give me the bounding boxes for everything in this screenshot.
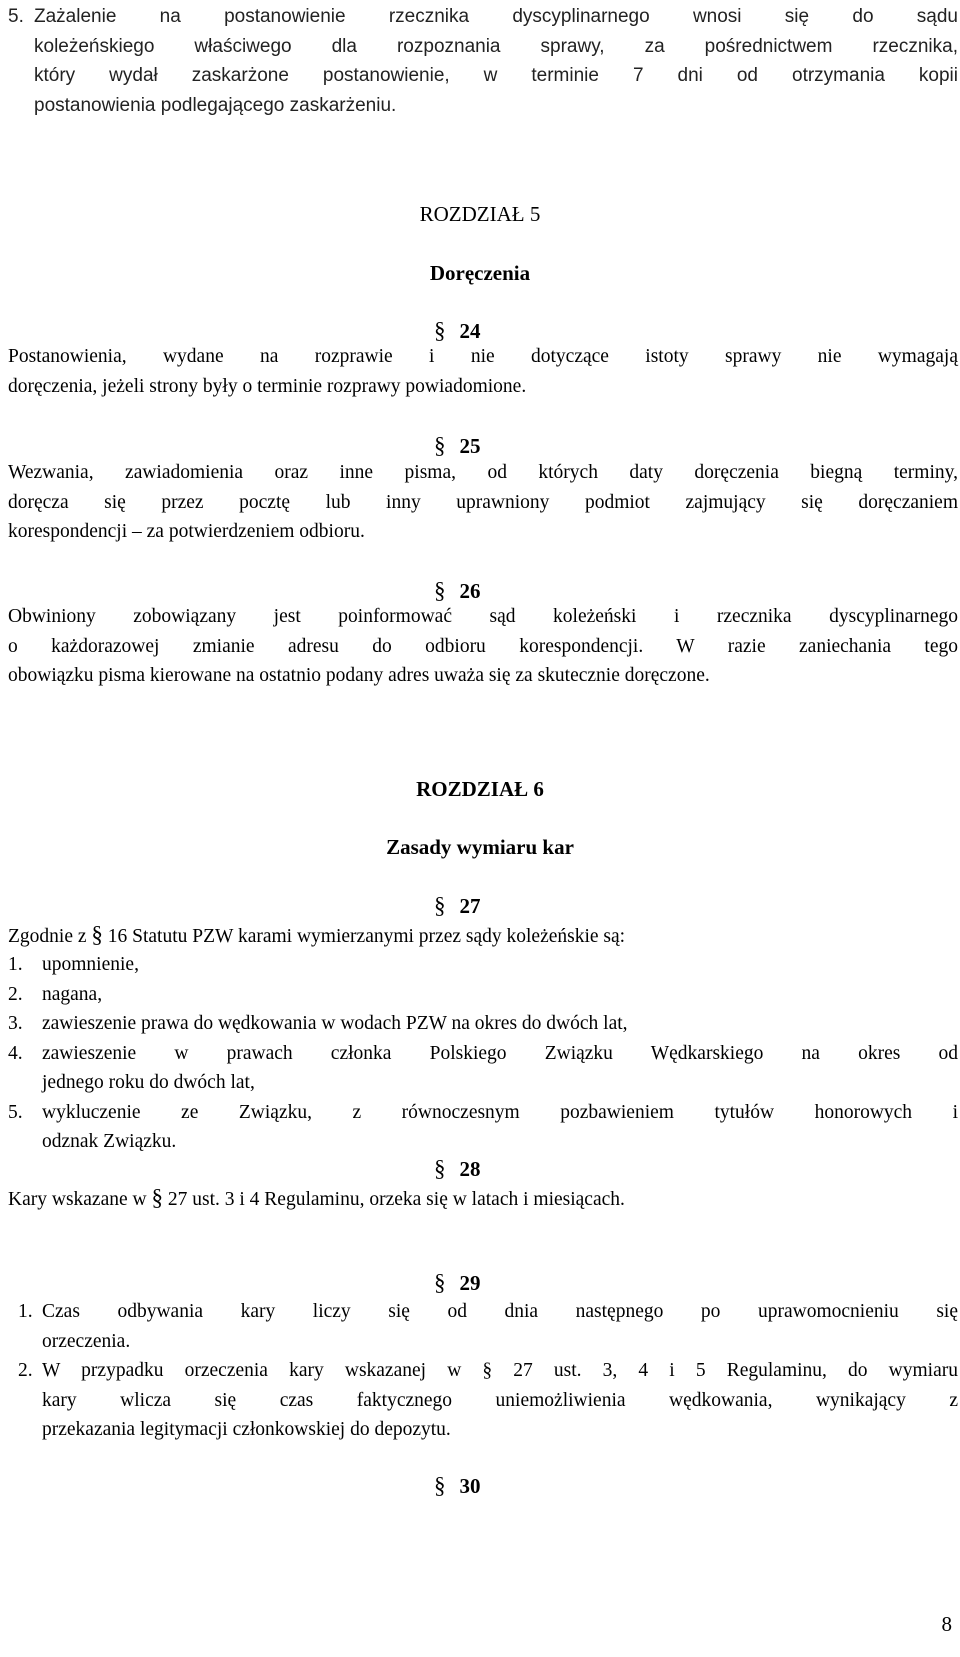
chapter-6-title: Zasady wymiaru kar [386,835,574,859]
section-sign-icon: § [434,578,446,603]
list-item-text: wykluczenie ze Związku, z równoczesnym pozbawieniem tytułów honorowych i [42,1101,958,1123]
item-5 [8,2,958,120]
item-5-line: który wydał zaskarżone postanowienie, w terminie 7 dni od otrzymania kopii [34,65,958,86]
section-26-heading [434,578,481,604]
section-number: 30 [459,1474,481,1498]
section-sign-icon: § [434,318,446,343]
section-27-heading [434,893,481,919]
section-25-heading [434,433,481,459]
paragraph-line: korespondencji – za potwierdzeniem odbioru. [8,521,365,542]
section-sign-icon: § [434,433,446,458]
paragraph-line: Wezwania, zawiadomienia oraz inne pisma, od których daty doręczenia biegną terminy, [8,462,958,483]
paragraph-line: doręcza się przez pocztę lub inny uprawniony podmiot zajmujący się doręczaniem [8,491,958,513]
section-sign-icon: § [434,1270,446,1295]
list-number: 2. [18,1360,33,1381]
list-item-text: Czas odbywania kary liczy się od dnia następnego po uprawomocnieniu się [42,1301,958,1322]
paragraph-line: doręczenia, jeżeli strony były o terminie rozprawy powiadomione. [8,375,527,397]
section-29-list [8,1297,958,1445]
list-number: 2. [8,983,23,1005]
paragraph-line: Obwiniony zobowiązany jest poinformować sąd koleżeński i rzecznika dyscyplinarnego [8,606,958,627]
section-30-heading [434,1473,481,1499]
section-number: 28 [459,1157,481,1181]
section-24-text [8,342,958,401]
list-number: 3. [8,1013,23,1034]
list-item-text: kary wlicza się czas faktycznego uniemożliwienia wędkowania, wynikający z [42,1389,958,1411]
section-27-intro [8,920,958,952]
section-26-text [8,602,958,691]
paragraph-text: Kary wskazane w [8,1189,152,1210]
list-item [8,980,958,1010]
list-number: 1. [18,1301,33,1322]
chapter-6-label: ROZDZIAŁ 6 [416,777,544,801]
list-number: 5. [8,1101,23,1123]
list-item-text: nagana, [42,983,103,1005]
list-item-text: jednego roku do dwóch lat, [42,1072,255,1093]
list-item [8,950,958,980]
section-sign-icon: § [434,1473,446,1498]
penalties-list [8,950,958,1157]
section-24-heading [434,318,481,344]
paragraph-line: o każdorazowej zmianie adresu do odbioru korespondencji. W razie zaniechania tego [8,635,958,657]
section-sign-icon: § [434,1156,446,1181]
list-item-text: W przypadku orzeczenia kary wskazanej w § 27 ust. 3, 4 i 5 Regulaminu, do wymiaru [42,1360,958,1381]
list-item [8,1356,958,1445]
item-5-line: Zażalenie na postanowienie rzecznika dyscyplinarnego wnosi się do sądu [34,6,958,27]
list-item [8,1039,958,1098]
intro-text: 16 Statutu PZW karami wymierzanymi przez sądy koleżeńskie są: [102,926,626,947]
page-number: 8 [941,1612,952,1636]
section-number: 25 [459,434,481,458]
section-number: 27 [459,894,481,918]
list-item-text: orzeczenia. [42,1330,131,1352]
section-sign-icon: § [91,922,103,947]
paragraph-text: 27 ust. 3 i 4 Regulaminu, orzeka się w latach i miesiącach. [162,1189,625,1210]
item-number: 5. [8,6,24,27]
list-item [8,1098,958,1157]
section-28-heading [434,1156,481,1182]
section-25-text [8,458,958,547]
list-item-text: upomnienie, [42,954,139,975]
section-number: 29 [459,1271,481,1295]
chapter-5-label: ROZDZIAŁ 5 [419,202,541,226]
section-sign-icon: § [434,893,446,918]
list-item-text: zawieszenie w prawach członka Polskiego Związku Wędkarskiego na okres od [42,1042,958,1064]
section-number: 24 [459,319,481,343]
intro-text: Zgodnie z [8,926,92,947]
list-number: 4. [8,1042,23,1064]
list-item [8,1009,958,1039]
paragraph-line: Postanowienia, wydane na rozprawie i nie dotyczące istoty sprawy nie wymagają [8,346,958,367]
item-5-line: postanowienia podlegającego zaskarżeniu. [34,94,397,116]
list-item-text: odznak Związku. [42,1131,177,1152]
list-item-text: przekazania legitymacji członkowskiej do depozytu. [42,1419,451,1440]
section-sign-icon: § [151,1185,163,1210]
chapter-5-title: Doręczenia [429,261,531,285]
section-29-heading [434,1270,481,1296]
section-number: 26 [459,579,481,603]
list-number: 1. [8,954,23,975]
item-5-line: koleżeńskiego właściwego dla rozpoznania sprawy, za pośrednictwem rzecznika, [34,35,958,57]
paragraph-line: obowiązku pisma kierowane na ostatnio podany adres uważa się za skutecznie doręczone. [8,665,710,686]
list-item [8,1297,958,1356]
section-28-text [8,1183,958,1215]
list-item-text: zawieszenie prawa do wędkowania w wodach PZW na okres do dwóch lat, [42,1013,628,1034]
